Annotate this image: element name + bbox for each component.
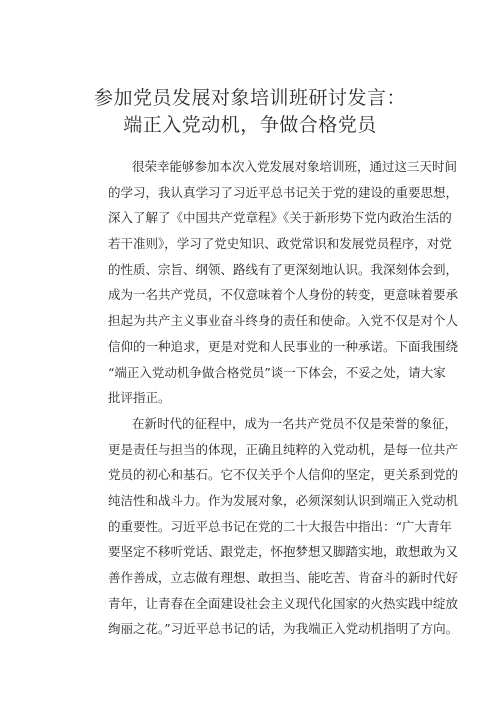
text-line: 绚丽之花。”习近平总书记的话，为我端正入党动机指明了方向。 [108,621,459,637]
text-line: 很荣幸能够参加本次入党发展对象培训班，通过这三天时间 [132,159,458,174]
text-line: 深入了解了《中国共产党章程》《关于新形势下党内政治生活的 [108,210,452,226]
text-line: 要坚定不移听党话、跟党走，怀抱梦想又脚踏实地，敢想敢为又 [108,544,459,560]
text-line: 的性质、宗旨、纲领、路线有了更深刻地认识。我深刻体会到， [108,261,459,277]
document-title-line-2: 端正入党动机，争做合格党员 [123,114,377,136]
text-line: 批评指正。 [108,390,171,406]
text-line: 在新时代的征程中，成为一名共产党员不仅是荣誉的象征， [132,415,458,431]
text-line: 善作善成，立志做有理想、敢担当、能吃苦、肯奋斗的新时代好 [108,570,459,585]
text-line: 信仰的一种追求，更是对党和人民事业的一种承诺。下面我围绕 [108,338,459,354]
text-line: 成为一名共产党员，不仅意味着个人身份的转变，更意味着要承 [108,287,459,303]
text-line: 纯洁性和战斗力。作为发展对象，必须深刻认识到端正入党动机 [108,492,459,508]
document-title-line-1: 参加党员发展对象培训班研讨发言： [93,87,406,109]
paragraph-1 [108,154,459,411]
text-line: 担起为共产主义事业奋斗终身的责任和使命。入党不仅是对个人 [108,313,459,329]
text-line: 青年，让青春在全面建设社会主义现代化国家的火热实践中绽放 [108,595,459,611]
document-body [108,154,459,642]
text-line: 更是责任与担当的体现，正确且纯粹的入党动机，是每一位共产 [108,441,459,457]
text-line: 若干准则》，学习了党史知识、政党常识和发展党员程序，对党 [108,236,452,252]
text-line: 党员的初心和基石。它不仅关乎个人信仰的坚定，更关系到党的 [108,467,459,483]
text-line: “端正入党动机争做合格党员”谈一下体会，不妥之处，请大家 [108,364,446,380]
text-line: 的重要性。习近平总书记在党的二十大报告中指出：“广大青年 [108,518,452,534]
text-line: 的学习，我认真学习了习近平总书记关于党的建设的重要思想， [108,184,459,200]
paragraph-2 [108,411,459,642]
